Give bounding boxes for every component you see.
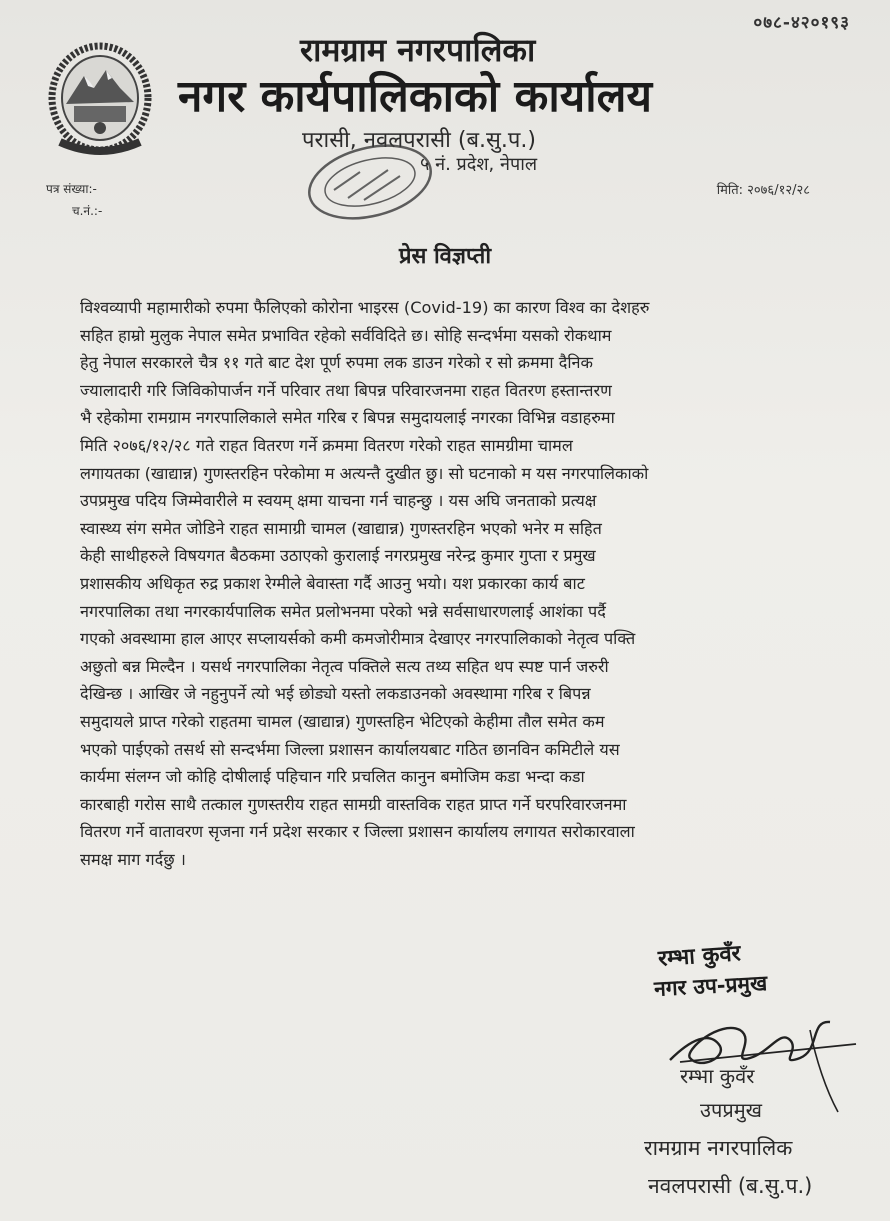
signatory-role: उपप्रमुख: [700, 1098, 763, 1122]
body-line: केही साथीहरुले विषयगत बैठकमा उठाएको कुरालाई नगरप्रमुख नरेन्द्र कुमार गुप्ता र प्रमुख: [80, 546, 596, 566]
body-line: मिति २०७६/१२/२८ गते राहत वितरण गर्ने क्रममा वितरण गरेको राहत सामग्रीमा चामल: [80, 435, 573, 455]
municipality-name: रामग्राम नगरपालिका: [300, 31, 536, 69]
letter-meta: [46, 178, 102, 222]
letter-number-label: पत्र संख्या:-: [46, 182, 97, 196]
body-line: देखिन्छ । आखिर जे नहुनुपर्ने त्यो भई छोड्यो यस्तो लकडाउनको अवस्थामा गरिब र बिपन्न: [80, 684, 591, 704]
signatory-location: नवलपरासी (ब.सु.प.): [648, 1174, 813, 1198]
letter-date: मिति: २०७६/१२/२८: [716, 183, 810, 198]
body-line: भै रहेकोमा रामग्राम नगरपालिकाले समेत गरिब र बिपन्न समुदायलाई नगरका विभिन्न वडाहरुमा: [80, 408, 615, 428]
document-title: प्रेस विज्ञप्ती: [398, 244, 492, 269]
handwritten-signatory-name: रम्भा कुवँर: [657, 941, 742, 972]
body-line: लगायतका (खाद्यान्न) गुणस्तरहिन परेकोमा म अत्यन्तै दुखीत छु। सो घटनाको म यस नगरपालिकाको: [80, 463, 649, 483]
body-line: भएको पाईएको तसर्थ सो सन्दर्भमा जिल्ला प्रशासन कार्यालयबाट गठित छानविन कमिटीले यस: [80, 739, 620, 759]
signatory-organization: रामग्राम नगरपालिक: [644, 1136, 793, 1160]
dispatch-number-label: च.नं.:-: [72, 204, 103, 218]
body-line: कारबाही गरोस साथै तत्काल गुणस्तरीय राहत सामग्री वास्तविक राहत प्राप्त गर्ने घरपरिवारजनमा: [80, 794, 627, 814]
office-stamp-icon: [300, 142, 440, 222]
signatory-printed-name: रम्भा कुवँर: [680, 1064, 755, 1088]
body-line: समुदायले प्राप्त गरेको राहतमा चामल (खाद्यान्न) गुणस्तहिन भेटिएको केहीमा तौल समेत कम: [80, 711, 605, 731]
office-name: नगर कार्यपालिकाको कार्यालय: [178, 71, 652, 122]
press-release-body: [80, 294, 860, 873]
body-line: अछुतो बन्न मिल्दैन । यसर्थ नगरपालिका नेतृत्व पक्तिले सत्य तथ्य सहित थप स्पष्ट पार्न जरुरी: [80, 656, 609, 676]
body-line: कार्यमा संलग्न जो कोहि दोषीलाई पहिचान गरि प्रचलित कानुन बमोजिम कडा भन्दा कडा: [80, 767, 585, 787]
nepal-emblem-icon: [46, 42, 154, 160]
body-line: समक्ष माग गर्दछु ।: [80, 849, 186, 869]
office-address: परासी, नवलपरासी (ब.सु.प.): [302, 128, 536, 153]
body-line: स्वास्थ्य संग समेत जोडिने राहत सामाग्री चामल (खाद्यान्न) गुणस्तरहिन भएको भनेर म सहित: [80, 518, 602, 538]
province-country: ५ नं. प्रदेश, नेपाल: [420, 154, 538, 175]
body-line: विश्वव्यापी महामारीको रुपमा फैलिएको कोरोना भाइरस (Covid-19) का कारण विश्व का देशहरु: [80, 298, 650, 317]
body-line: वितरण गर्ने वातावरण सृजना गर्न प्रदेश सरकार र जिल्ला प्रशासन कार्यालय लगायत सरोकारवाला: [80, 822, 635, 842]
body-line: नगरपालिका तथा नगरकार्यपालिक समेत प्रलोभनमा परेको भन्ने सर्वसाधारणलाई आशंका पर्दै: [80, 601, 606, 621]
body-line: ज्यालादारी गरि जिविकोपार्जन गर्ने परिवार तथा बिपन्न परिवारजनमा राहत वितरण हस्तान्तरण: [80, 380, 612, 400]
body-line: सहित हाम्रो मुलुक नेपाल समेत प्रभावित रहेको सर्वविदिते छ। सोहि सन्दर्भमा यसको रोकथाम: [80, 325, 612, 345]
signature-icon: [660, 1000, 870, 1120]
body-line: उपप्रमुख पदिय जिम्मेवारीले म स्वयम् क्षमा याचना गर्न चाहन्छु । यस अघि जनताको प्रत्यक्ष: [80, 491, 597, 511]
body-line: प्रशासकीय अधिकृत रुद्र प्रकाश रेग्मीले बेवास्ता गर्दै आउनु भयो। यश प्रकारका कार्य बाट: [80, 573, 585, 593]
reference-number: ०७८-४२०१९३: [753, 13, 850, 33]
body-line: गएको अवस्थामा हाल आएर सप्लायर्सको कमी कमजोरीमात्र देखाएर नगरपालिकाको नेतृत्व पक्ति: [80, 629, 636, 649]
handwritten-signatory-title: नगर उप-प्रमुख: [653, 971, 768, 1001]
body-line: हेतु नेपाल सरकारले चैत्र ११ गते बाट देश पूर्ण रुपमा लक डाउन गरेको र सो क्रममा दैनिक: [80, 353, 593, 373]
